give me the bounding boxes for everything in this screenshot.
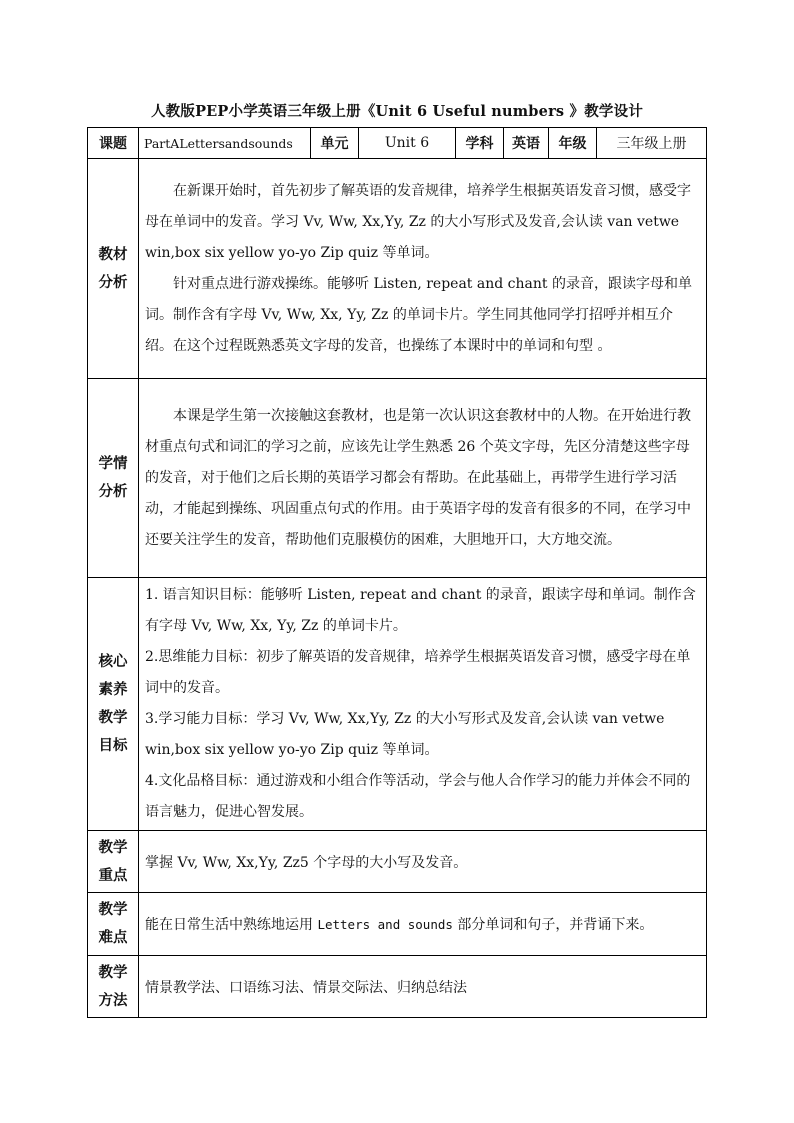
student-analysis-row <box>88 379 707 578</box>
material-paragraph-1: 在新课开始时，首先初步了解英语的发音规律，培养学生根据英语发音习惯，感受字母在单词中的发音。学习 Vv, Ww, Xx,Yy, Zz 的大小写形式及发音,会认读 van vetwe win,box six yellow yo-yo Zip quiz 等单词。 <box>145 182 691 261</box>
grade-label: 年级 <box>549 128 597 159</box>
core-goals-label: 核心 素养 教学 目标 <box>88 578 139 831</box>
key-points-content: 掌握 Vv, Ww, Xx,Yy, Zz5 个字母的大小写及发音。 <box>139 831 707 893</box>
core-goals-row <box>88 578 707 831</box>
student-analysis-label: 学情 分析 <box>88 379 139 578</box>
methods-label: 教学 方法 <box>88 956 139 1018</box>
document-title: 人教版PEP小学英语三年级上册《Unit 6 Useful numbers 》教学设计 <box>150 103 644 120</box>
difficulties-label: 教学 难点 <box>88 893 139 956</box>
subject-label: 学科 <box>456 128 504 159</box>
goal-learning: 3.学习能力目标：学习 Vv, Ww, Xx,Yy, Zz 的大小写形式及发音,会认读 van vetwe win,box six yellow yo-yo Zip quiz 等单词。 <box>145 711 665 758</box>
goal-thinking: 2.思维能力目标：初步了解英语的发音规律，培养学生根据英语发音习惯，感受字母在单词中的发音。 <box>145 649 691 696</box>
material-analysis-label: 教材 分析 <box>88 159 139 379</box>
key-points-label: 教学 重点 <box>88 831 139 893</box>
lesson-plan-table <box>87 127 707 1018</box>
methods-row <box>88 956 707 1018</box>
difficulties-content: 能在日常生活中熟练地运用 Letters and sounds 部分单词和句子，并背诵下来。 <box>139 893 707 956</box>
material-analysis-content <box>139 159 707 379</box>
grade-value: 三年级上册 <box>597 128 707 159</box>
material-paragraph-2: 针对重点进行游戏操练。能够听 Listen, repeat and chant 的录音，跟读字母和单词。制作含有字母 Vv, Ww, Xx, Yy, Zz 的单词卡片。学生同其他同学打招呼并相互介绍。在这个过程既熟悉英文字母的发音，也操练了本课时中的单词和句型 。 <box>145 275 692 354</box>
goal-culture: 4.文化品格目标：通过游戏和小组合作等活动，学会与他人合作学习的能力并体会不同的语言魅力，促进心智发展。 <box>145 773 691 820</box>
letters-and-sounds-term: Letters and sounds <box>317 917 453 932</box>
material-analysis-row <box>88 159 707 379</box>
goal-language: 1. 语言知识目标：能够听 Listen, repeat and chant 的录音，跟读字母和单词。制作含有字母 Vv, Ww, Xx, Yy, Zz 的单词卡片。 <box>145 587 696 634</box>
student-paragraph-1: 本课是学生第一次接触这套教材，也是第一次认识这套教材中的人物。在开始进行教材重点句式和词汇的学习之前，应该先让学生熟悉 26 个英文字母，先区分清楚这些字母的发音，对于他们之后长期的英语学习都会有帮助。在此基础上，再带学生进行学习活动，才能起到操练、巩固重点句式的作用。由于英语字母的发音有很多的不同，在学习中还要关注学生的发音，帮助他们克服模仿的困难，大胆地开口，大方地交流。 <box>145 407 691 548</box>
difficulties-row <box>88 893 707 956</box>
core-goals-content <box>139 578 707 831</box>
topic-value: PartALettersandsounds <box>139 128 311 159</box>
unit-label: 单元 <box>311 128 359 159</box>
key-points-row <box>88 831 707 893</box>
header-row <box>88 128 707 159</box>
methods-content: 情景教学法、口语练习法、情景交际法、归纳总结法 <box>139 956 707 1018</box>
student-analysis-content <box>139 379 707 578</box>
unit-value: Unit 6 <box>359 128 456 159</box>
subject-value: 英语 <box>504 128 549 159</box>
topic-label: 课题 <box>88 128 139 159</box>
